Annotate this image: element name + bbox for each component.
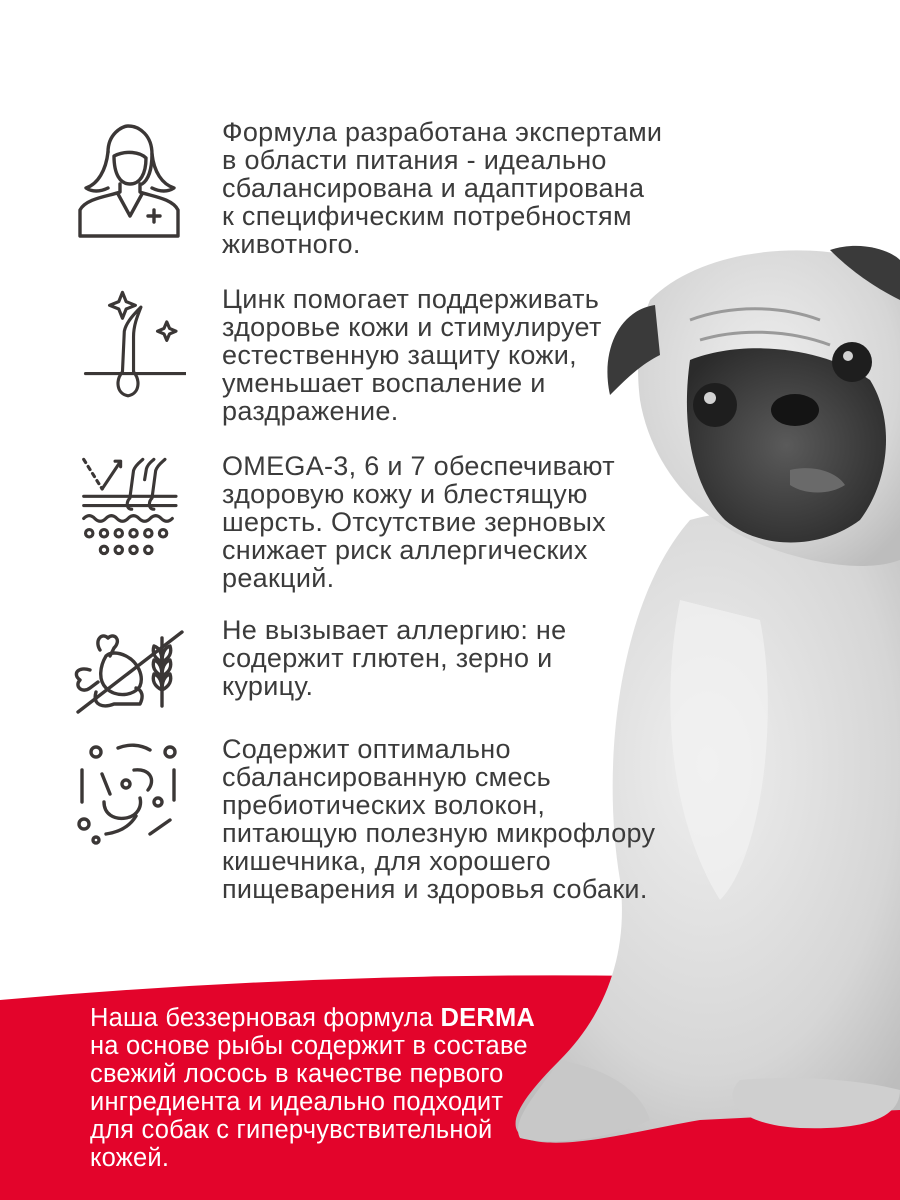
feature-text: OMEGA-3, 6 и 7 обеспечивают здоровую кожу и блестящую шерсть. Отсутствие зерновых снижает риск аллергических реакций. bbox=[222, 451, 615, 593]
no-chicken-grain-icon bbox=[70, 616, 186, 736]
feature-text: Формула разработана экспертами в области питания - идеально сбалансирована и адаптирована к специфическим потребностям животного. bbox=[222, 117, 663, 259]
skin-layers-icon bbox=[70, 452, 186, 572]
feature-text: Содержит оптимально сбалансированную смесь пребиотических волокон, питающую полезную микрофлору кишечника, для хорошего пищеварения и здоровья собаки. bbox=[222, 734, 656, 904]
feature-text: Цинк помогает поддерживать здоровье кожи и стимулирует естественную защиту кожи, уменьшает воспаление и раздражение. bbox=[222, 284, 602, 426]
bottom-text-rest: на основе рыбы содержит в составе свежий лосось в качестве первого ингредиента и идеально подходит для собак с гиперчувствительной кожей. bbox=[90, 1032, 528, 1172]
bottom-description bbox=[90, 1004, 650, 1172]
feature-text: Не вызывает аллергию: не содержит глютен, зерно и курицу. bbox=[222, 615, 567, 701]
veterinarian-icon bbox=[70, 118, 186, 238]
skin-hair-sparkle-icon bbox=[70, 285, 186, 405]
bottom-text-start: Наша беззерновая формула bbox=[90, 1004, 441, 1032]
microflora-icon bbox=[70, 735, 186, 855]
brand-name: DERMA bbox=[440, 1004, 536, 1032]
